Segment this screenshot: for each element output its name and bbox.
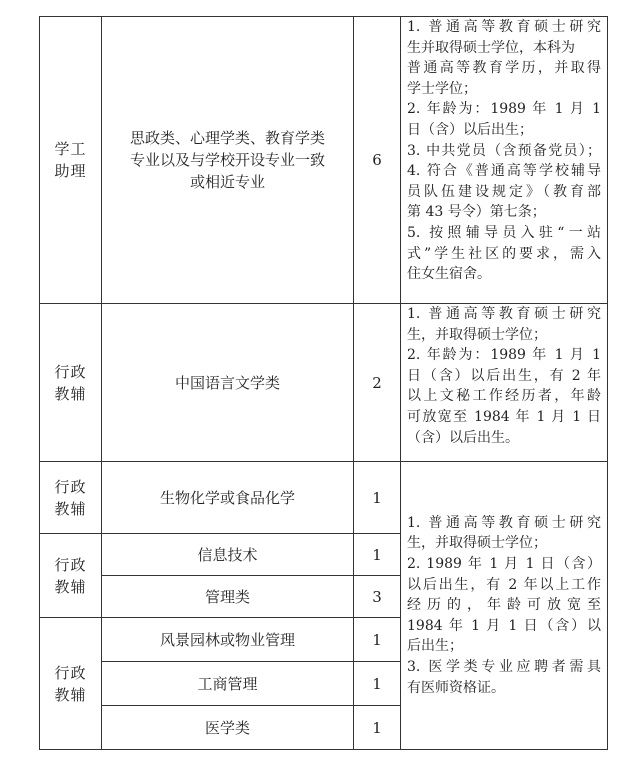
- post-cell: [40, 17, 102, 304]
- post-line: 学工: [54, 140, 87, 158]
- count-cell: 3: [354, 576, 401, 618]
- requirement-line: 4. 符合《普通高等学校辅导: [407, 163, 601, 180]
- post-cell: [40, 304, 102, 462]
- post-line: 教辅: [54, 499, 87, 518]
- requirement-line: 经历的，年龄可放宽至: [407, 597, 601, 614]
- major-line: 信息技术: [197, 545, 258, 564]
- requirement-line: 生并取得硕士学位，本科为: [407, 39, 575, 56]
- requirement-line: 以上文秘工作经历者，年龄: [407, 388, 601, 405]
- major-cell: [102, 662, 354, 706]
- table-row: [40, 304, 608, 462]
- requirement-line: 住女生宿舍。: [407, 266, 491, 283]
- requirement-line: 日（含）以后出生，有 2 年: [407, 367, 601, 384]
- requirement-line: 可放宽至 1984 年 1 月 1 日: [407, 408, 601, 425]
- requirement-line: 员队伍建设规定》（教育部: [407, 183, 601, 200]
- post-cell: [40, 618, 102, 750]
- requirements-cell: [401, 17, 608, 304]
- post-line: 助理: [54, 162, 87, 180]
- post-line: 教辅: [54, 685, 87, 704]
- major-line: 专业以及与学校开设专业一致: [129, 151, 325, 169]
- requirement-line: 后出生；: [407, 638, 463, 655]
- requirement-line: 2. 1989 年 1 月 1 日（含）: [407, 556, 601, 573]
- count-cell: 2: [354, 304, 401, 462]
- requirements-cell: [401, 304, 608, 462]
- table-row: [40, 462, 608, 534]
- major-line: 思政类、心理学类、教育学类: [129, 129, 325, 147]
- major-cell: [102, 576, 354, 618]
- major-line: 工商管理: [197, 674, 258, 693]
- requirement-line: 1. 普通高等教育硕士研究: [407, 19, 601, 35]
- count-cell: 1: [354, 662, 401, 706]
- requirement-line: 学士学位；: [407, 80, 477, 97]
- requirement-line: 3. 医学类专业应聘者需具: [407, 658, 601, 675]
- major-cell: [102, 618, 354, 662]
- post-line: 教辅: [54, 577, 87, 596]
- requirement-line: （含）以后出生。: [407, 429, 519, 446]
- recruitment-table: [39, 16, 608, 750]
- post-line: 行政: [54, 477, 87, 496]
- post-cell: [40, 462, 102, 534]
- post-line: 行政: [54, 663, 87, 682]
- requirement-line: 日（含）以后出生；: [407, 121, 533, 138]
- requirement-line: 2. 年龄为：1989 年 1 月 1: [407, 347, 601, 364]
- requirement-line: 1. 普通高等教育硕士研究: [407, 306, 601, 322]
- major-cell: [102, 706, 354, 750]
- requirement-line: 有医师资格证。: [407, 679, 505, 696]
- post-line: 行政: [54, 555, 87, 574]
- post-line: 教辅: [54, 384, 87, 403]
- major-line: 风景园林或物业管理: [159, 630, 295, 649]
- major-cell: [102, 17, 354, 304]
- major-line: 管理类: [204, 587, 250, 606]
- major-cell: [102, 462, 354, 534]
- major-line: 医学类: [204, 718, 250, 737]
- requirement-line: 5. 按照辅导员入驻“一站: [407, 224, 601, 241]
- count-cell: 1: [354, 462, 401, 534]
- count-cell: 6: [354, 17, 401, 304]
- major-line: 生物化学或食品化学: [159, 488, 295, 507]
- post-line: 行政: [54, 362, 87, 381]
- requirement-line: 式”学生社区的要求，需入: [407, 245, 601, 262]
- requirement-line: 3. 中共党员（含预备党员）；: [407, 142, 601, 159]
- major-cell: [102, 534, 354, 576]
- requirement-line: 生，并取得硕士学位；: [407, 535, 547, 552]
- shared-requirements-cell: [401, 462, 608, 750]
- table-row: [40, 17, 608, 304]
- count-cell: 1: [354, 618, 401, 662]
- major-line: 或相近专业: [189, 173, 265, 191]
- count-cell: 1: [354, 534, 401, 576]
- post-cell: [40, 534, 102, 618]
- major-cell: [102, 304, 354, 462]
- requirement-line: 2. 年龄为：1989 年 1 月 1: [407, 101, 601, 118]
- requirement-line: 以后出生，有 2 年以上工作: [407, 576, 601, 593]
- count-cell: 1: [354, 706, 401, 750]
- major-line: 中国语言文学类: [174, 373, 280, 392]
- requirement-line: 第 43 号令）第七条；: [407, 204, 546, 221]
- requirement-line: 普通高等教育学历，并取得: [407, 60, 601, 77]
- requirement-line: 1. 普通高等教育硕士研究: [407, 514, 601, 531]
- requirement-line: 生，并取得硕士学位；: [407, 326, 547, 343]
- requirement-line: 1984 年 1 月 1 日（含）以: [407, 617, 601, 634]
